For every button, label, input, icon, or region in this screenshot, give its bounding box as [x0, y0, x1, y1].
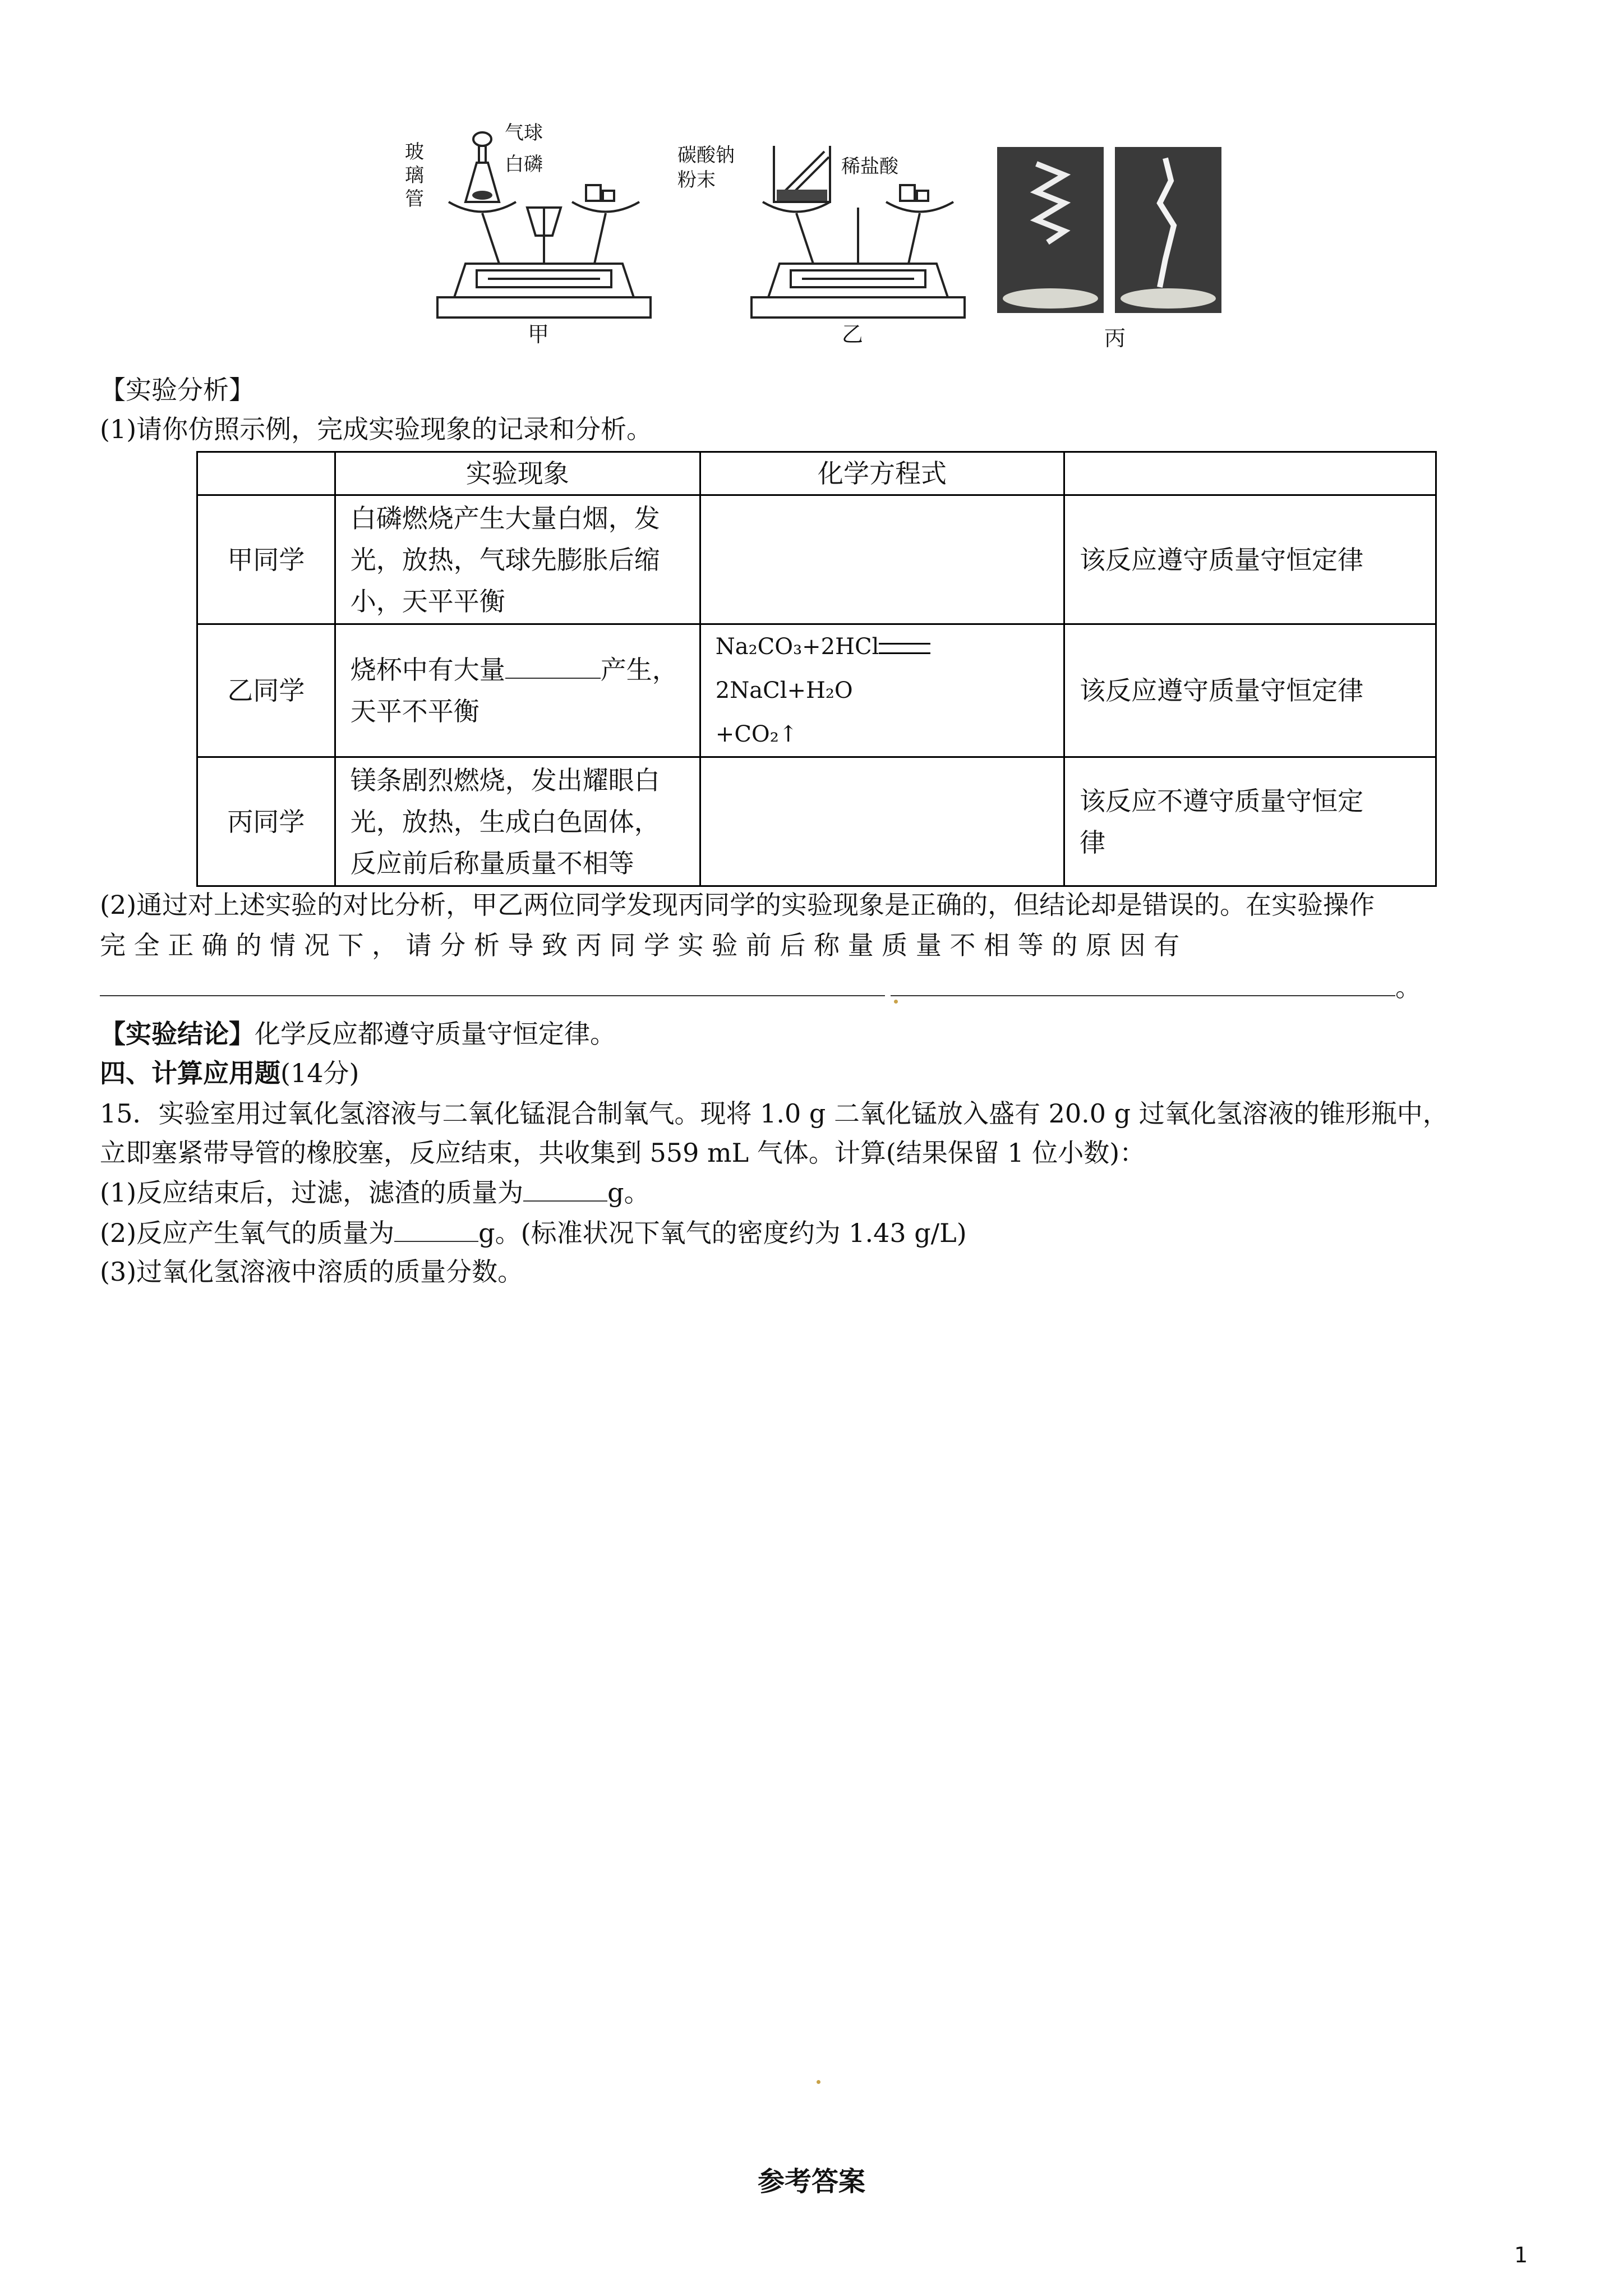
section-4-title	[100, 1056, 1552, 1091]
figure-bing-photos	[997, 147, 1233, 315]
conclusion-text: 化学反应都遵守质量守恒定律。	[255, 1019, 616, 1049]
question-15-line-2: 立即塞紧带导管的橡胶塞，反应结束，共收集到 559 mL 气体。计算(结果保留 1 位小数)：	[100, 1138, 1146, 1168]
table-header-cell: 实验现象	[335, 452, 700, 495]
answer-blank[interactable]	[505, 652, 601, 679]
table-header-cell	[197, 452, 335, 495]
question-2-line-1: (2)通过对上述实验的对比分析，甲乙两位同学发现丙同学的实验现象是正确的，但结论却是错误的。在实验操作	[100, 890, 1375, 920]
question-15-line-1: 15．实验室用过氧化氢溶液与二氧化锰混合制氧气。现将 1.0 g 二氧化锰放入盛有 20.0 g 过氧化氢溶液的锥形瓶中，	[100, 1098, 1449, 1129]
answer-blank[interactable]	[523, 1175, 607, 1202]
row-name: 乙同学	[197, 624, 335, 757]
phenomenon-line: 光，放热，气球先膨胀后缩	[350, 544, 660, 575]
analysis-heading: 【实验分析】	[100, 375, 255, 405]
page-number: 1	[1514, 2243, 1528, 2267]
answer-blank[interactable]	[394, 1215, 478, 1242]
phenomenon-line: 反应前后称量质量不相等	[350, 848, 634, 878]
table-row	[197, 495, 1436, 624]
table-row	[197, 757, 1436, 886]
callout-dilute-hcl: 稀盐酸	[841, 155, 898, 178]
answer-blank[interactable]	[891, 969, 1395, 996]
callout-balloon: 气球	[505, 122, 543, 144]
row-phenomenon	[335, 495, 700, 624]
question-15-part-1: (1)反应结束后，过滤，滤渣的质量为 g。	[100, 1175, 1552, 1210]
row-phenomenon	[335, 624, 700, 757]
experiment-conclusion	[100, 1016, 1552, 1051]
question-2-line-3: 。	[100, 969, 1552, 1005]
scan-speck	[894, 1000, 898, 1004]
phenomenon-line: 白磷燃烧产生大量白烟，发	[350, 503, 660, 533]
phenomenon-line: 天平不平衡	[350, 696, 479, 726]
conclusion-line: 律	[1080, 827, 1106, 858]
experiment-table	[196, 451, 1437, 887]
callout-powder: 粉末	[677, 169, 716, 191]
phenomenon-line: 镁条剧烈燃烧，发出耀眼白	[350, 765, 660, 795]
phenomenon-line: 光，放热，生成白色固体，	[350, 806, 660, 837]
figure-label-jia: 甲	[527, 322, 549, 347]
callout-glass-2: 璃	[405, 164, 424, 187]
table-header-row	[197, 452, 1436, 495]
figure-label-yi: 乙	[841, 322, 863, 347]
callout-glass-3: 管	[405, 188, 424, 210]
question-2-line-2: 完 全 正 确 的 情 况 下 ， 请 分 析 导 致 丙 同 学 实 验 前 后 称 量 质 量 不 相 等 的 原 因 有	[100, 930, 1180, 960]
section-title: 四、计算应用题	[100, 1058, 280, 1088]
row-phenomenon	[335, 757, 700, 886]
figure-jia-balance	[432, 123, 656, 325]
callout-sodium-carbonate: 碳酸钠	[677, 144, 735, 167]
equals-sign	[879, 643, 930, 654]
figure-label-bing: 丙	[1104, 326, 1126, 351]
equation-line: +CO₂↑	[715, 721, 798, 747]
answer-section-title: 参考答案	[757, 2166, 865, 2197]
table-header-cell: 化学方程式	[700, 452, 1064, 495]
row-equation[interactable]	[700, 495, 1064, 624]
scan-speck	[817, 2080, 820, 2084]
row-conclusion: 该反应遵守质量守恒定律	[1064, 495, 1436, 624]
row-name: 甲同学	[197, 495, 335, 624]
question-1-text: (1)请你仿照示例，完成实验现象的记录和分析。	[100, 414, 653, 444]
section-score: (14分)	[280, 1058, 359, 1088]
question-15-part-3: (3)过氧化氢溶液中溶质的质量分数。	[100, 1257, 524, 1287]
callout-glass-1: 玻	[405, 141, 424, 163]
phenomenon-line: 烧杯中有大量 产生，	[351, 649, 685, 691]
table-header-cell	[1064, 452, 1436, 495]
row-name: 丙同学	[197, 757, 335, 886]
question-15-part-2: (2)反应产生氧气的质量为 g。(标准状况下氧气的密度约为 1.43 g/L)	[100, 1215, 1552, 1250]
row-conclusion	[1064, 757, 1436, 886]
table-row	[197, 624, 1436, 757]
conclusion-heading: 【实验结论】	[100, 1019, 255, 1049]
row-conclusion: 该反应遵守质量守恒定律	[1064, 624, 1436, 757]
callout-white-phosphorus: 白磷	[505, 153, 543, 176]
figure-yi-balance	[746, 123, 970, 325]
row-equation	[700, 624, 1064, 757]
conclusion-line: 该反应不遵守质量守恒定	[1080, 785, 1364, 816]
answer-blank[interactable]	[100, 969, 885, 996]
equation-line: Na₂CO₃+2HCl2NaCl+H₂O	[716, 625, 1049, 712]
phenomenon-line: 小，天平平衡	[350, 586, 505, 616]
row-equation[interactable]	[700, 757, 1064, 886]
